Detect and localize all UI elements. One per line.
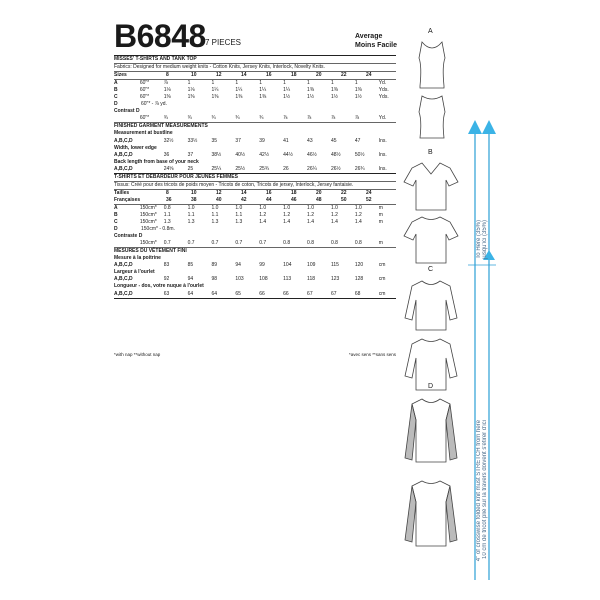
- unit-cell: m: [378, 204, 383, 211]
- value-cell: 64: [211, 290, 218, 297]
- value-cell: 1.1: [235, 211, 243, 218]
- value-cell: 0.7: [259, 240, 267, 247]
- value-cell: 26¾: [354, 165, 365, 172]
- value-cell: ⅞: [163, 80, 168, 87]
- value-cell: 1.4: [330, 219, 338, 226]
- short-sleeve-tee-icon: [402, 160, 460, 265]
- value-cell: 123: [330, 276, 340, 283]
- value-cell: 1.3: [235, 219, 243, 226]
- sizes-row-fr: [114, 190, 396, 197]
- value-cell: 128: [354, 276, 364, 283]
- fabric-width: [140, 152, 164, 159]
- value-cell: 1.0: [259, 204, 267, 211]
- value-cell: 1.0: [187, 204, 195, 211]
- size-cell: 22: [341, 72, 347, 79]
- footnotes: [114, 352, 396, 357]
- data-row: [114, 219, 396, 226]
- value-cell: 0.8: [283, 240, 291, 247]
- yardage-chart: [114, 55, 396, 299]
- to-here-label: To Here (35%): [476, 220, 482, 259]
- value-cell: 109: [307, 262, 316, 269]
- width-label-en: Width, lower edge: [114, 144, 157, 151]
- unit-cell: m: [378, 240, 383, 247]
- tank-top-front-icon: [412, 40, 452, 140]
- unit-cell: m: [378, 219, 383, 226]
- data-row: [114, 138, 396, 145]
- value-cell: 1.4: [283, 219, 291, 226]
- value-cell: 108: [259, 276, 268, 283]
- value-cell: ⅞: [330, 115, 336, 122]
- value-cell: 94: [235, 262, 241, 269]
- unit-cell: cm: [378, 262, 386, 269]
- data-row: [114, 212, 396, 219]
- row-label: A,B,C,D: [114, 151, 133, 158]
- difficulty-en: Average: [355, 33, 383, 40]
- row-label: A,B,C,D: [114, 165, 133, 172]
- value-cell: 1.0: [283, 204, 291, 211]
- value-cell: 1½: [283, 94, 291, 101]
- fabric-width: 60"*: [139, 94, 150, 101]
- view-label-a: A: [428, 28, 433, 35]
- long-sleeve-tee-icon: [402, 396, 460, 556]
- view-label-d: D: [428, 383, 434, 390]
- value-cell: 35: [211, 137, 218, 144]
- value-cell: 38½: [211, 151, 222, 158]
- value-cell: 94: [187, 276, 194, 283]
- value-cell: 89: [211, 262, 218, 269]
- size-cell: 16: [266, 72, 272, 79]
- contrast-label-fr: [114, 233, 396, 240]
- difficulty-fr: Moins Facile: [355, 42, 398, 49]
- value-cell: 99: [259, 262, 265, 269]
- value-cell: 1.2: [283, 211, 291, 218]
- value-cell: 1: [235, 80, 239, 87]
- fabric-width: 150cm*: [139, 219, 157, 226]
- value-cell: 1⅜: [307, 87, 314, 94]
- finished-title-en: FINISHED GARMENT MEASUREMENTS: [114, 123, 208, 130]
- value-cell: 1¼: [211, 87, 219, 94]
- row-label: A: [114, 204, 118, 211]
- unit-cell: Ins.: [378, 137, 387, 144]
- bust-label-en: Measurement at bustline: [114, 130, 173, 137]
- value-cell: 24⅝: [163, 165, 174, 172]
- data-row: [114, 205, 396, 212]
- value-cell: 67: [330, 290, 337, 297]
- fabric-width: [140, 291, 164, 298]
- value-cell: 1⅜: [259, 94, 267, 101]
- value-cell: 1.3: [187, 219, 195, 226]
- value-cell: 1.2: [354, 211, 362, 218]
- size-cell: 40: [216, 196, 222, 203]
- value-cell: 120: [354, 262, 364, 269]
- value-cell: 0.8: [330, 240, 338, 247]
- size-cell: 48: [316, 196, 322, 203]
- value-cell: 1.1: [187, 211, 195, 218]
- value-cell: 1⅛: [163, 87, 171, 94]
- stretch-instruction-fr: 10 cm de tricot plié sur la travers doivent s'étirer d'ici: [482, 420, 488, 560]
- value-cell: ⅞: [283, 115, 288, 122]
- value-cell: 1.1: [211, 211, 219, 218]
- size-cell: 20: [316, 189, 322, 196]
- size-cell: 10: [191, 189, 197, 196]
- value-cell: 25¾: [259, 165, 269, 172]
- size-cell: 24: [366, 72, 372, 79]
- value-cell: 1.3: [163, 219, 171, 226]
- fabric-width: 60"*: [139, 80, 150, 87]
- pattern-number: B6848: [114, 18, 206, 54]
- value-cell: 0.7: [235, 240, 243, 247]
- value-cell: 0.7: [163, 240, 171, 247]
- value-cell: 1.4: [259, 219, 267, 226]
- fabric-width: [140, 166, 164, 173]
- size-cell: 20: [316, 72, 322, 79]
- value-cell: 65: [235, 290, 241, 297]
- value-cell: 1.3: [211, 219, 219, 226]
- fabric-width: [140, 276, 164, 283]
- size-cell: 18: [291, 189, 297, 196]
- value-cell: 1.4: [307, 219, 314, 226]
- value-cell: 67: [307, 290, 313, 297]
- stretch-guide: [462, 120, 502, 580]
- three-quarter-sleeve-tee-icon: [402, 278, 460, 393]
- value-cell: 1: [354, 80, 358, 87]
- fabric-width: [140, 138, 164, 145]
- value-cell: 36: [163, 151, 170, 158]
- value-cell: 1: [187, 80, 191, 87]
- value-cell: ⅞: [354, 115, 359, 122]
- value-cell: 1.2: [307, 211, 314, 218]
- value-cell: 92: [163, 276, 170, 283]
- row-label: A,B,C,D: [114, 262, 133, 269]
- footnote-en: *with nap **without nap: [114, 352, 161, 357]
- value-cell: 1.0: [235, 204, 243, 211]
- fabric-width: 60"*: [139, 115, 150, 122]
- row-label: Contraste D: [114, 233, 143, 240]
- size-cell: 8: [166, 72, 169, 79]
- value-cell: 48½: [330, 151, 341, 158]
- bust-label-fr: Mesure à la poitrine: [114, 255, 161, 262]
- value-cell: 1.0: [354, 204, 362, 211]
- value-cell: 1.0: [307, 204, 314, 211]
- value-cell: 1.4: [354, 219, 362, 226]
- value-cell: 103: [235, 276, 244, 283]
- back-row-en: [114, 166, 396, 173]
- row-label: D: [114, 101, 118, 108]
- size-cell: 52: [366, 196, 372, 203]
- size-cell: 14: [241, 189, 247, 196]
- unit-cell: cm: [378, 290, 386, 297]
- value-cell: 43: [307, 137, 313, 144]
- value-cell: 1: [259, 80, 263, 87]
- value-cell: 85: [187, 262, 194, 269]
- unit-cell: Ins.: [378, 165, 387, 172]
- divider: [114, 298, 396, 299]
- back-label-fr: Longueur - dos, votre nuque à l'ourlet: [114, 283, 204, 290]
- value-cell: 1¼: [283, 87, 291, 94]
- value-cell: 83: [163, 262, 170, 269]
- d-row-fr: [114, 226, 396, 233]
- size-cell: 12: [216, 189, 222, 196]
- data-row: [114, 87, 396, 94]
- value-cell: 25¼: [211, 165, 222, 172]
- value-cell: 44½: [283, 151, 293, 158]
- width-row-en: [114, 152, 396, 159]
- fabric-width: 60"*: [139, 87, 150, 94]
- unit-cell: m: [378, 211, 383, 218]
- value-cell: 66: [259, 290, 265, 297]
- bust-row-fr: [114, 262, 396, 269]
- value-cell: 1.1: [163, 211, 171, 218]
- value-cell: 63: [163, 290, 170, 297]
- value-cell: 45: [330, 137, 337, 144]
- value-cell: 25: [187, 165, 194, 172]
- value-cell: 1: [307, 80, 310, 87]
- value-cell: 39: [259, 137, 265, 144]
- sizes-label: Tailles: [114, 189, 130, 196]
- value-cell: 0.7: [187, 240, 195, 247]
- sizes-label: Sizes: [114, 72, 127, 79]
- unit-cell: cm: [378, 276, 386, 283]
- row-label: A,B,C,D: [114, 276, 133, 283]
- contrast-row-fr: [114, 240, 396, 247]
- value-cell: 46½: [307, 151, 317, 158]
- value-cell: 26¼: [307, 165, 317, 172]
- data-row: [114, 240, 396, 247]
- value-cell: 1¼: [235, 87, 243, 94]
- fabric-width: 150cm*: [139, 204, 157, 211]
- value-cell: ¾: [163, 115, 168, 122]
- row-label: C: [114, 94, 118, 101]
- row-label: B: [114, 211, 118, 218]
- value-cell: ¾: [187, 115, 192, 122]
- value-cell: 32½: [163, 137, 174, 144]
- row-label: [114, 240, 140, 247]
- data-row: [114, 115, 396, 122]
- value-cell: 1⅜: [211, 94, 219, 101]
- value-cell: 1: [283, 80, 286, 87]
- fabric-width: 150cm*: [139, 211, 157, 218]
- size-cell: 44: [266, 196, 272, 203]
- fabric-width: [140, 262, 164, 269]
- value-cell: 42½: [259, 151, 269, 158]
- size-cell: 36: [166, 196, 172, 203]
- section-title-en: MISSES' T-SHIRTS AND TANK TOP: [114, 56, 197, 62]
- yardage-rows-fr: [114, 205, 396, 226]
- value-cell: 98: [211, 276, 218, 283]
- value-cell: 0.8: [307, 240, 314, 247]
- size-cell: 16: [266, 189, 272, 196]
- value-cell: 115: [330, 262, 339, 269]
- value-cell: 1½: [330, 94, 338, 101]
- value-cell: 1½: [354, 94, 362, 101]
- value-cell: 0.8: [354, 240, 362, 247]
- value-cell: 1.0: [330, 204, 338, 211]
- view-label-b: B: [428, 149, 433, 156]
- size-cell: 8: [166, 189, 169, 196]
- value-cell: 64: [187, 290, 194, 297]
- francaises-row: [114, 197, 396, 204]
- back-row-fr: [114, 291, 396, 298]
- value-cell: 47: [354, 137, 361, 144]
- row-label: B: [114, 87, 118, 94]
- contrast-row-en: [114, 115, 396, 122]
- d-row-en: [114, 101, 396, 108]
- value-cell: ¾: [235, 115, 240, 122]
- value-cell: 68: [354, 290, 361, 297]
- garment-views: [410, 28, 455, 588]
- unit-cell: Ins.: [378, 151, 387, 158]
- value-cell: 1⅜: [354, 87, 362, 94]
- size-cell: 18: [291, 72, 297, 79]
- unit-cell: Yd.: [378, 80, 387, 87]
- stretch-instruction-en: 4" of crosswise folded knit must STRETCH from here: [476, 420, 482, 562]
- size-cell: 46: [291, 196, 297, 203]
- value-cell: 50½: [354, 151, 365, 158]
- footnote-fr: *avec sens **sans sens: [348, 352, 396, 357]
- size-cell: 42: [241, 196, 247, 203]
- row-value: 60"* - ⅞ yd.: [141, 101, 167, 108]
- row-label: A: [114, 80, 118, 87]
- value-cell: 1⅛: [187, 87, 195, 94]
- row-label: D: [114, 226, 118, 233]
- jusqu-ici-label: jusqu'ici (35%): [482, 220, 488, 259]
- value-cell: 1¼: [259, 87, 267, 94]
- section-title-fr: T-SHIRTS ET DÉBARDEUR POUR JEUNES FEMMES: [114, 173, 238, 180]
- size-cell: 24: [366, 189, 372, 196]
- width-row-fr: [114, 276, 396, 283]
- data-row: [114, 94, 396, 101]
- size-cell: 38: [191, 196, 197, 203]
- yardage-rows-en: [114, 80, 396, 101]
- data-row: [114, 152, 396, 159]
- value-cell: ¾: [259, 115, 264, 122]
- sizes-row-en: [114, 72, 396, 79]
- data-row: [114, 166, 396, 173]
- value-cell: ⅞: [307, 115, 312, 122]
- width-label-fr: Largeur à l'ourlet: [114, 269, 155, 276]
- value-cell: 37: [187, 151, 194, 158]
- view-label-c: C: [428, 266, 434, 273]
- data-row: [114, 80, 396, 87]
- unit-cell: Yds.: [378, 94, 389, 101]
- value-cell: 25½: [235, 165, 246, 172]
- value-cell: 1⅜: [187, 94, 195, 101]
- fabric-width: 150cm*: [139, 240, 157, 247]
- value-cell: 1⅜: [163, 94, 171, 101]
- value-cell: 26½: [330, 165, 341, 172]
- value-cell: 1: [211, 80, 215, 87]
- size-cell: 12: [216, 72, 222, 79]
- value-cell: ¾: [211, 115, 216, 122]
- fabrics-fr: Tissus: Créé pour des tricots de poids moyen - Tricots de coton, Tricots de jersey, Interlock, Jersey fantaisie.: [114, 181, 354, 188]
- value-cell: 0.7: [211, 240, 219, 247]
- row-label: A,B,C,D: [114, 290, 133, 297]
- data-row: [114, 262, 396, 269]
- value-cell: 1½: [307, 94, 314, 101]
- francaises-label: Françaises: [114, 196, 141, 203]
- value-cell: 104: [283, 262, 292, 269]
- bust-row-en: [114, 138, 396, 145]
- value-cell: 40½: [235, 151, 246, 158]
- row-label: [114, 115, 140, 122]
- pieces-count: 7 PIECES: [205, 38, 242, 47]
- contrast-label-en: [114, 108, 396, 115]
- row-label: A,B,C,D: [114, 137, 133, 144]
- value-cell: 26: [283, 165, 289, 172]
- row-value: 150cm* - 0.8m.: [141, 226, 175, 233]
- data-row: [114, 291, 396, 298]
- value-cell: 1.2: [259, 211, 267, 218]
- size-cell: 50: [341, 196, 347, 203]
- fabrics-en: Fabrics: Designed for medium weight knits - Cotton Knits, Jersey Knits, Interlock, Novelty Knits.: [114, 64, 325, 71]
- size-cell: 10: [191, 72, 197, 79]
- data-row: [114, 276, 396, 283]
- value-cell: 66: [283, 290, 289, 297]
- difficulty-level: [355, 32, 397, 50]
- value-cell: 0.8: [163, 204, 171, 211]
- value-cell: 1⅜: [330, 87, 338, 94]
- value-cell: 41: [283, 137, 289, 144]
- finished-title-fr: MESURES DU VÊTEMENT FINI: [114, 248, 187, 255]
- value-cell: 113: [283, 276, 292, 283]
- value-cell: 1: [330, 80, 334, 87]
- value-cell: 1⅜: [235, 94, 243, 101]
- value-cell: 1.0: [211, 204, 219, 211]
- row-label: C: [114, 219, 118, 226]
- unit-cell: Yds.: [378, 87, 389, 94]
- value-cell: 118: [307, 276, 316, 283]
- size-cell: 22: [341, 189, 347, 196]
- back-label-en: Back length from base of your neck: [114, 158, 199, 165]
- row-label: Contrast D: [114, 108, 140, 115]
- size-cell: 14: [241, 72, 247, 79]
- value-cell: 33½: [187, 137, 198, 144]
- value-cell: 37: [235, 137, 241, 144]
- value-cell: 1.2: [330, 211, 338, 218]
- unit-cell: Yd.: [378, 115, 387, 122]
